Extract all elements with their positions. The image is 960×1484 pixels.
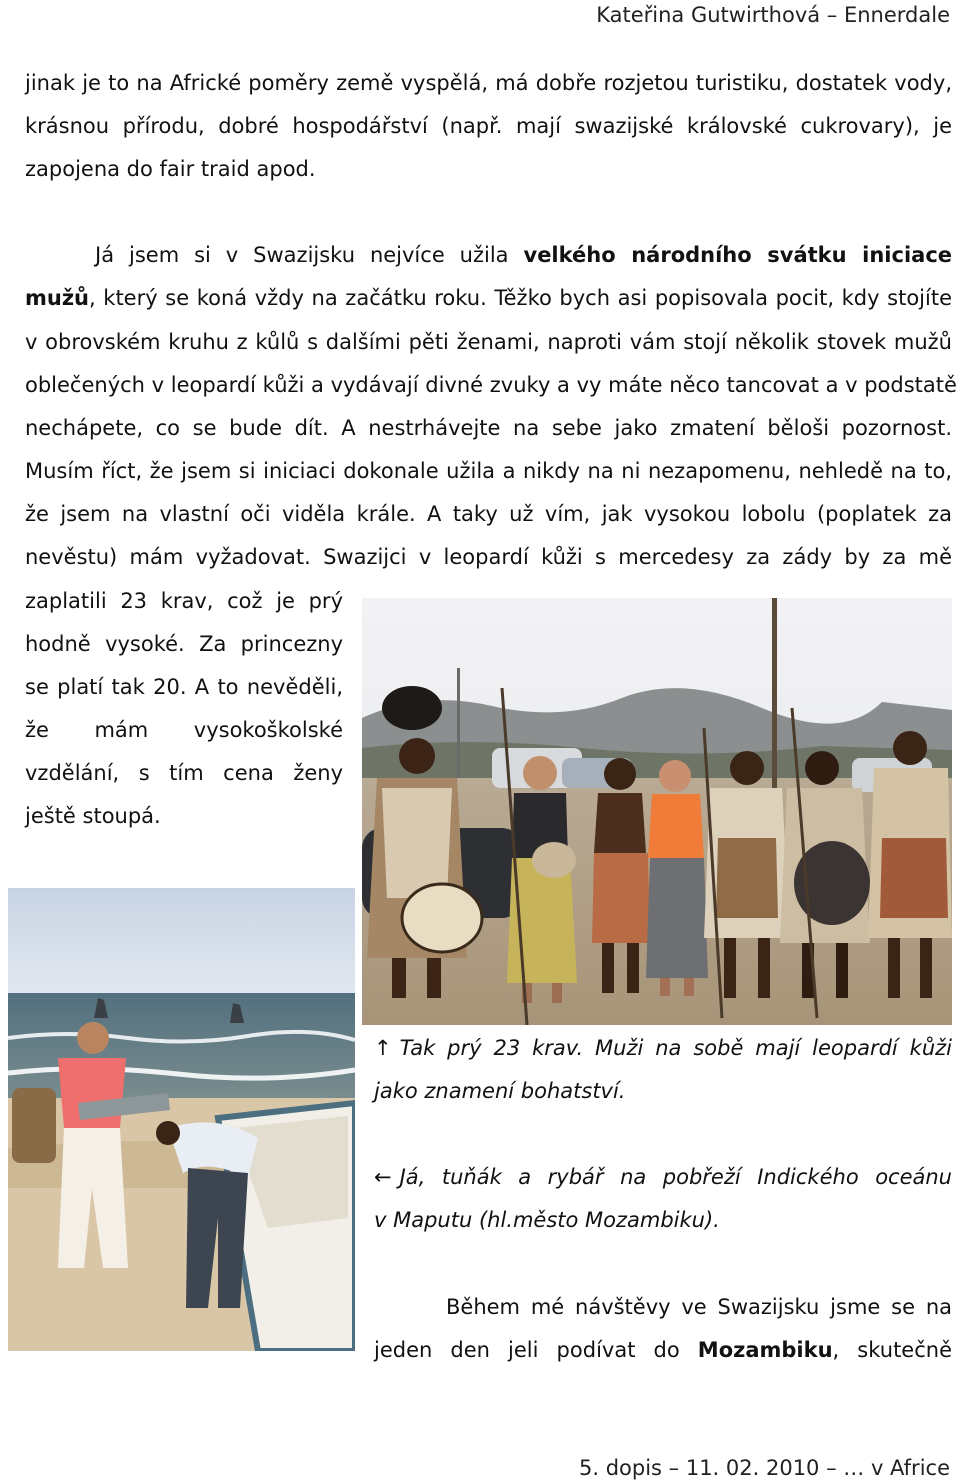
paragraph-1-line-3: zapojena do fair traid apod.	[25, 157, 316, 181]
caption-1-text: Tak prý 23 krav. Muži na sobě mají leopardí kůži	[399, 1036, 952, 1060]
caption-2-text: Já, tuňák a rybář na pobřeží Indického oceánu	[399, 1165, 952, 1189]
paragraph-3-line-1: Během mé návštěvy ve Swazijsku jsme se na	[446, 1295, 952, 1319]
paragraph-2-line-9: zaplatili 23 krav, což je prý	[25, 589, 343, 613]
paragraph-2-line-6: Musím říct, že jsem si iniciaci dokonale užila a nikdy na ni nezapomenu, nehledě na to,	[25, 459, 952, 483]
paragraph-2-line-4: oblečených v leopardí kůži a vydávají divné zvuky a vy máte něco tancovat a v podstatě	[25, 373, 957, 397]
paragraph-2-text-cont: , který se koná vždy na začátku roku. Těžko bych asi popisovala pocit, kdy stojíte	[89, 286, 952, 310]
paragraph-2-line-12: že mám vysokoškolské	[25, 718, 343, 742]
paragraph-2-line-14: ještě stoupá.	[25, 804, 161, 828]
beach-photo	[8, 888, 355, 1351]
paragraph-2-line-7: že jsem na vlastní oči viděla krále. A taky už vím, jak vysokou lobolu (poplatek za	[25, 502, 952, 526]
paragraph-2-line-5: nechápete, co se bude dít. A nestrhávejte na sebe jako zmatení běloši pozornost.	[25, 416, 952, 440]
paragraph-2-highlight: velkého národního svátku iniciace	[523, 243, 953, 267]
caption-2-line-2: v Maputu (hl.město Mozambiku).	[374, 1208, 720, 1232]
paragraph-3-text: jeden den jeli podívat do	[374, 1338, 698, 1362]
ceremony-group-photo	[362, 598, 952, 1025]
arrow-up-icon: ↑	[374, 1036, 392, 1060]
page-header: Kateřina Gutwirthová – Ennerdale	[596, 3, 950, 27]
paragraph-2-highlight-cont: mužů	[25, 286, 90, 310]
paragraph-2-line-2	[25, 281, 952, 315]
paragraph-1-line-2: krásnou přírodu, dobré hospodářství (např. mají swazijské královské cukrovary), je	[25, 114, 952, 138]
paragraph-2-line-13: vzdělání, s tím cena ženy	[25, 761, 343, 785]
paragraph-2-line-1	[25, 238, 952, 272]
caption-2-line-1	[374, 1160, 952, 1194]
paragraph-2-line-11: se platí tak 20. A to nevěděli,	[25, 675, 343, 699]
paragraph-3-line-2	[374, 1333, 952, 1367]
arrow-left-icon: ←	[374, 1165, 392, 1189]
paragraph-2-line-10: hodně vysoké. Za princezny	[25, 632, 343, 656]
caption-1-line-1	[374, 1031, 952, 1065]
paragraph-1-line-1: jinak je to na Africké poměry země vyspělá, má dobře rozjetou turistiku, dostatek vody,	[25, 71, 952, 95]
paragraph-3-text-end: , skutečně	[832, 1338, 953, 1362]
paragraph-3-highlight: Mozambiku	[697, 1338, 833, 1362]
caption-1-line-2: jako znamení bohatství.	[374, 1079, 626, 1103]
paragraph-2-line-3: v obrovském kruhu z kůlů s dalšími pěti ženami, naproti vám stojí několik stovek mužů	[25, 330, 952, 354]
paragraph-2-line-8: nevěstu) mám vyžadovat. Swazijci v leopardí kůži s mercedesy za zády by za mě	[25, 545, 952, 569]
page-footer: 5. dopis – 11. 02. 2010 – … v Africe	[578, 1456, 950, 1480]
paragraph-2-text: Já jsem si v Swazijsku nejvíce užila	[95, 243, 524, 267]
